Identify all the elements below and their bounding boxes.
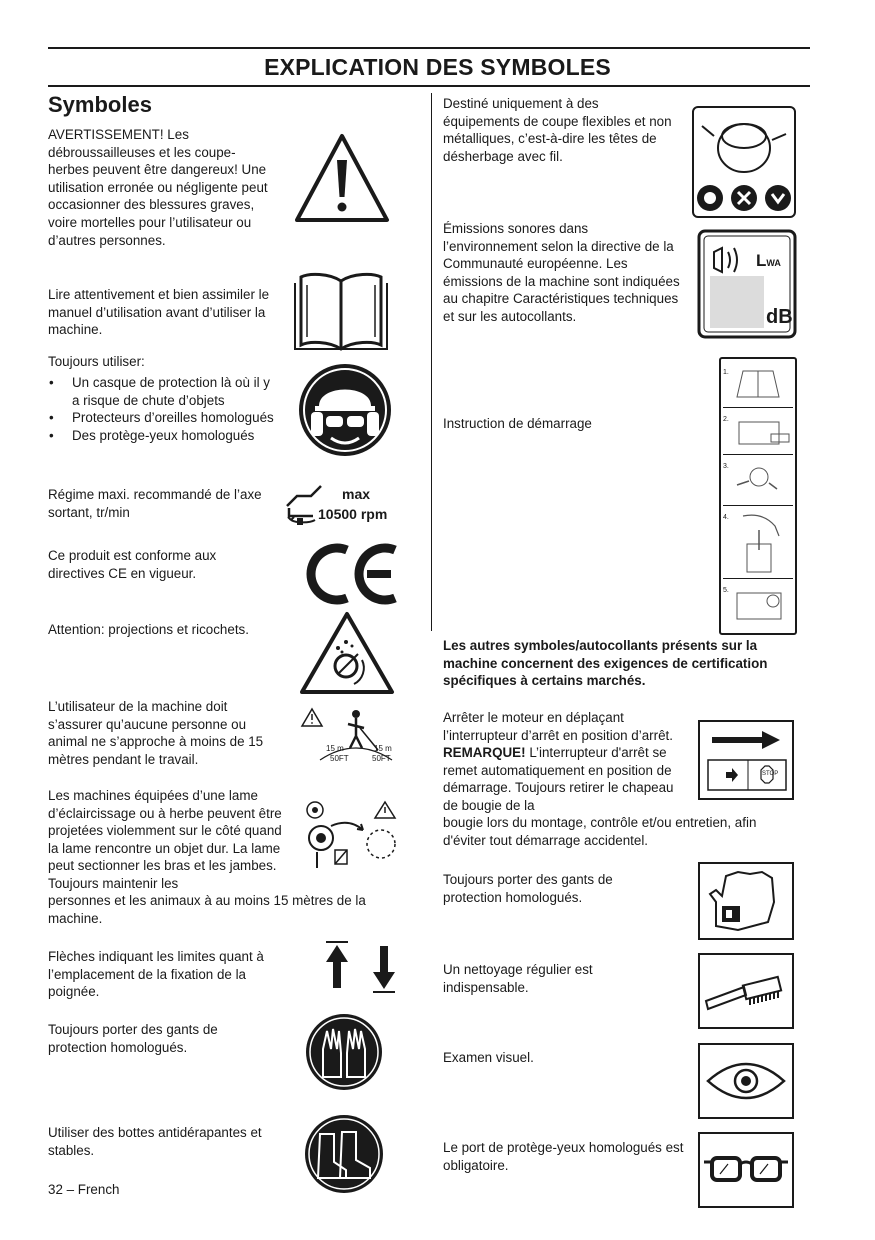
manual-text: Lire attentivement et bien assimiler le manuel d’utilisation avant d’utiliser la machine. <box>48 287 270 338</box>
ce-text: Ce produit est conforme aux directives CE en vigueur. <box>48 548 217 581</box>
stop-text-1: Arrêter le moteur en déplaçant l’interrupteur d’arrêt en position d’arrêt. <box>443 710 673 743</box>
ppe-list <box>48 374 280 444</box>
brush-icon <box>698 953 794 1029</box>
flexible-cutting-head-icon <box>692 106 796 218</box>
title-rule <box>48 85 810 87</box>
ppe-intro: Toujours utiliser: <box>48 354 145 369</box>
start-step <box>723 506 793 579</box>
db-label: dB <box>766 306 793 328</box>
ppe-item: • Protecteurs d’oreilles homologués <box>48 409 280 427</box>
gloves-text-right: Toujours porter des gants de protection homologués. <box>443 872 613 905</box>
stop-switch-icon <box>698 720 794 800</box>
boots-mandatory-icon <box>304 1114 384 1194</box>
top-rule <box>48 47 810 49</box>
start-step <box>723 579 793 629</box>
projection-text: Attention: projections et ricochets. <box>48 622 249 637</box>
step-number: 3. <box>723 463 729 470</box>
warning-triangle-icon <box>292 130 392 226</box>
start-instruction-text: Instruction de démarrage <box>443 416 592 431</box>
visual-text: Examen visuel. <box>443 1050 534 1065</box>
section-heading: Symboles <box>48 92 152 117</box>
distance-left-ft: 50FT <box>330 754 349 763</box>
distance-right-ft: 50FT <box>372 754 391 763</box>
step-number: 5. <box>723 587 729 594</box>
stop-label: STOP <box>762 771 779 777</box>
page-title: EXPLICATION DES SYMBOLES <box>264 54 611 80</box>
stop-text-2: L’interrupteur d'arrêt se remet automatiquement en position de démarrage. Toujours retirer le chapeau de bougie de la <box>443 745 674 813</box>
distance-left-m: 15 m <box>326 744 344 753</box>
ppe-item: • Des protège-yeux homologués <box>48 427 280 445</box>
noise-text: Émissions sonores dans l’environnement selon la directive de la Communauté européenne. Les émissions de la machine sont indiquées au chapitre Caractéristiques techniques et sur les autocollants. <box>443 221 680 324</box>
step-number: 4. <box>723 514 729 521</box>
ce-mark-icon <box>305 542 401 606</box>
glove-icon <box>698 862 794 940</box>
rpm-value-label: 10500 rpm <box>318 506 388 522</box>
goggles-icon <box>698 1132 794 1208</box>
other-symbols-heading: Les autres symboles/autocollants présents sur la machine concernent des exigences de certification spécifiques à certains marchés. <box>443 638 768 689</box>
cleaning-text: Un nettoyage régulier est indispensable. <box>443 962 593 995</box>
column-divider <box>431 93 432 631</box>
stop-text-bottom: bougie lors du montage, contrôle et/ou entretien, afin d'éviter tout démarrage accidentel. <box>443 815 757 848</box>
rpm-max-label: max <box>342 486 371 502</box>
gloves-mandatory-icon <box>305 1013 383 1091</box>
boots-text: Utiliser des bottes antidérapantes et stables. <box>48 1125 262 1158</box>
page-footer: 32 – French <box>48 1182 120 1197</box>
stop-text-top <box>443 709 681 815</box>
rpm-text: Régime maxi. recommandé de l’axe sortant, tr/min <box>48 487 262 520</box>
ppe-item: • Un casque de protection là où il y a risque de chute d’objets <box>48 374 280 409</box>
step-number: 1. <box>723 369 729 376</box>
arrows-text: Flèches indiquant les limites quant à l’emplacement de la fixation de la poignée. <box>48 949 264 1000</box>
start-step <box>723 408 793 455</box>
projection-warning-icon <box>298 608 396 698</box>
distance-15m-icon <box>300 706 410 770</box>
blade-text-bottom: personnes et les animaux à au moins 15 mètres de la machine. <box>48 893 366 926</box>
warning-text: AVERTISSEMENT! Les débroussailleuses et les coupe-herbes peuvent être dangereux! Une utilisation erronée ou négligente peut occasionner des blessures graves, voire mortelles pour l’utilisateur ou d’autres personnes. <box>48 127 268 248</box>
start-step <box>723 361 793 408</box>
lwa-main: L <box>756 251 767 270</box>
goggles-text: Le port de protège-yeux homologués est obligatoire. <box>443 1140 684 1173</box>
helmet-ear-eye-protection-icon <box>297 362 393 458</box>
blade-text-top: Les machines équipées d’une lame d’éclaircissage ou à herbe peuvent être projetées violemment sur le côté quand la lame rencontre un objet dur. La lame peut sectionner les bras et les jambes. Toujours maintenir les <box>48 788 282 891</box>
distance-text: L’utilisateur de la machine doit s’assurer qu’aucune personne ou animal ne s’approche à moins de 15 mètres pendant le travail. <box>48 699 264 767</box>
gloves-text-left: Toujours porter des gants de protection homologués. <box>48 1022 218 1055</box>
eye-icon <box>698 1043 794 1119</box>
flexible-text: Destiné uniquement à des équipements de coupe flexibles et non métalliques, c’est-à-dire les têtes de désherbage avec fil. <box>443 96 672 164</box>
start-instruction-panel <box>719 357 797 635</box>
start-step <box>723 455 793 506</box>
step-number: 2. <box>723 416 729 423</box>
manual-book-icon <box>293 271 389 351</box>
stop-note-label: REMARQUE! <box>443 745 526 761</box>
lwa-label <box>756 251 781 271</box>
distance-right-m: 15 m <box>374 744 392 753</box>
handle-position-arrows-icon <box>322 940 402 994</box>
lwa-sub: WA <box>766 258 781 268</box>
blade-thrust-icon <box>297 800 402 870</box>
